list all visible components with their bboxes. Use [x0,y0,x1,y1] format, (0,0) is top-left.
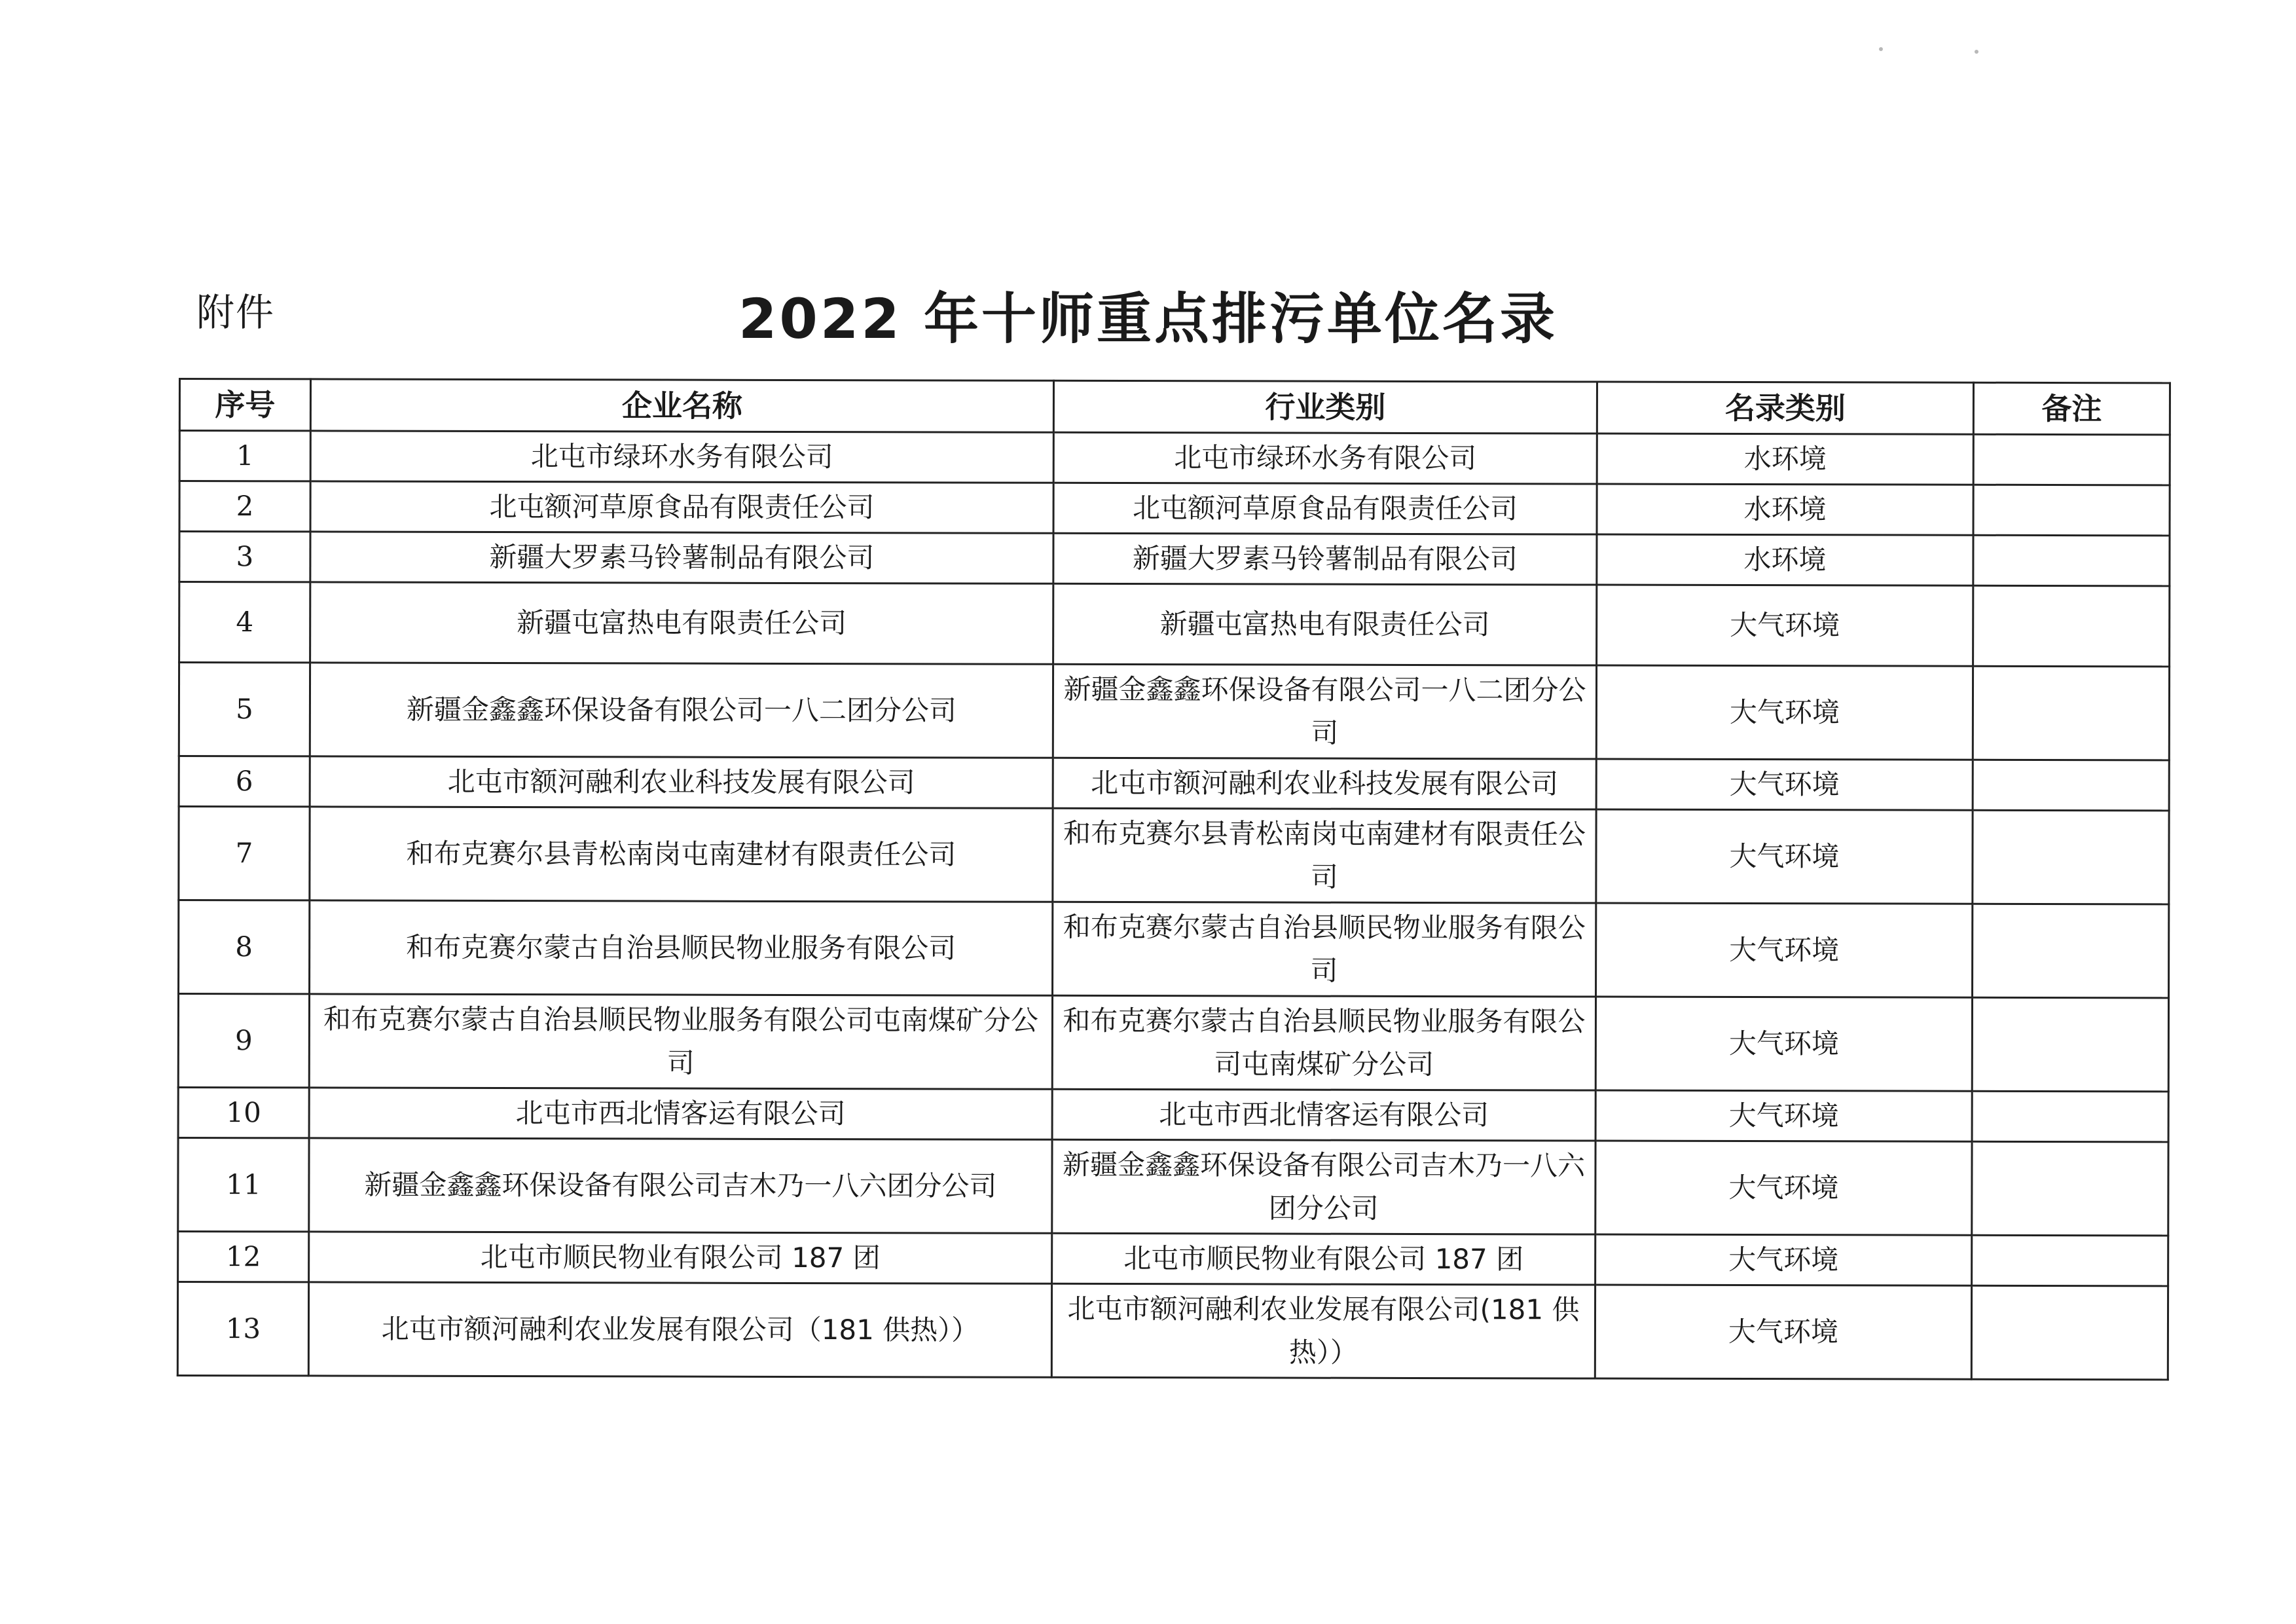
row-company-name: 北屯市额河融利农业发展有限公司（181 供热）） [308,1282,1051,1377]
row-industry: 北屯市顺民物业有限公司 187 团 [1052,1233,1595,1285]
row-category: 大气环境 [1595,1285,1971,1379]
row-remarks [1972,997,2168,1092]
scan-speck [1975,50,1978,54]
header-company-name: 企业名称 [310,379,1053,432]
row-serial: 11 [178,1138,309,1232]
row-category: 大气环境 [1597,585,1973,666]
row-category: 水环境 [1597,484,1973,535]
row-category: 水环境 [1597,534,1973,585]
row-remarks [1973,904,2169,998]
row-serial: 10 [178,1088,309,1138]
row-company-name: 北屯市额河融利农业科技发展有限公司 [310,756,1053,808]
row-remarks [1972,1235,2168,1286]
table-row [178,1138,2168,1236]
row-category: 大气环境 [1596,903,1973,997]
row-remarks [1973,535,2170,586]
row-company-name: 和布克赛尔蒙古自治县顺民物业服务有限公司屯南煤矿分公司 [309,994,1052,1089]
row-category: 大气环境 [1596,809,1973,904]
row-industry: 新疆金鑫鑫环保设备有限公司吉木乃一八六团分公司 [1052,1139,1595,1234]
row-company-name: 新疆金鑫鑫环保设备有限公司吉木乃一八六团分公司 [309,1138,1052,1233]
row-company-name: 新疆大罗素马铃薯制品有限公司 [310,532,1053,583]
row-remarks [1972,1141,2168,1236]
row-company-name: 新疆屯富热电有限责任公司 [310,582,1053,664]
table-row [179,481,2170,536]
header-industry: 行业类别 [1053,380,1597,434]
header-remarks: 备注 [1973,382,2170,435]
table-row [178,1088,2168,1142]
row-serial: 1 [179,431,310,481]
row-serial: 4 [179,582,310,663]
row-industry: 新疆金鑫鑫环保设备有限公司一八二团分公司 [1053,664,1596,759]
row-company-name: 北屯市顺民物业有限公司 187 团 [309,1232,1052,1283]
header-list-category: 名录类别 [1597,382,1973,434]
row-company-name: 北屯市绿环水务有限公司 [310,431,1053,483]
row-remarks [1973,585,2170,667]
pollutant-unit-table [177,378,2171,1380]
row-remarks [1973,434,2170,485]
table-row [178,1232,2168,1286]
table-row [179,532,2170,586]
row-industry: 北屯市绿环水务有限公司 [1053,432,1597,484]
row-company-name: 北屯市西北情客运有限公司 [309,1088,1052,1139]
table-row [179,756,2169,811]
row-category: 大气环境 [1595,997,1972,1091]
row-remarks [1972,1091,2168,1142]
row-serial: 13 [177,1282,308,1376]
document-title: 2022 年十师重点排污单位名录 [738,287,1558,351]
row-category: 大气环境 [1596,665,1973,760]
row-category: 大气环境 [1595,1090,1972,1141]
row-serial: 9 [178,994,309,1088]
attachment-label: 附件 [196,290,276,335]
row-category: 水环境 [1597,434,1973,485]
row-industry: 新疆屯富热电有限责任公司 [1053,583,1597,665]
row-serial: 12 [178,1232,309,1282]
row-company-name: 和布克赛尔县青松南岗屯南建材有限责任公司 [310,807,1053,902]
row-industry: 北屯额河草原食品有限责任公司 [1053,483,1597,534]
row-industry: 和布克赛尔县青松南岗屯南建材有限责任公司 [1053,808,1596,903]
table-row [179,431,2170,485]
row-industry: 新疆大罗素马铃薯制品有限公司 [1053,533,1597,585]
row-remarks [1971,1285,2168,1380]
row-industry: 和布克赛尔蒙古自治县顺民物业服务有限公司屯南煤矿分公司 [1052,995,1595,1090]
row-remarks [1973,485,2170,536]
table-row [179,663,2169,760]
row-category: 大气环境 [1596,759,1973,810]
row-industry: 北屯市额河融利农业科技发展有限公司 [1053,758,1596,809]
row-remarks [1973,810,2169,904]
row-category: 大气环境 [1595,1234,1972,1285]
row-company-name: 新疆金鑫鑫环保设备有限公司一八二团分公司 [310,663,1053,758]
scan-speck [1879,47,1883,51]
table-row [179,807,2169,904]
table-row [179,582,2170,667]
row-company-name: 和布克赛尔蒙古自治县顺民物业服务有限公司 [310,900,1053,995]
table-row [179,900,2169,998]
row-industry: 北屯市西北情客运有限公司 [1052,1089,1595,1141]
row-serial: 2 [179,481,310,532]
row-industry: 和布克赛尔蒙古自治县顺民物业服务有限公司 [1053,902,1596,997]
row-serial: 6 [179,756,310,807]
row-category: 大气环境 [1595,1141,1972,1235]
row-remarks [1973,666,2169,760]
table-row [177,1282,2168,1380]
header-serial: 序号 [179,379,310,431]
row-serial: 5 [179,663,310,756]
row-serial: 8 [179,900,310,994]
table-header-row [179,379,2170,435]
row-company-name: 北屯额河草原食品有限责任公司 [310,481,1053,533]
table-row [178,994,2168,1092]
row-remarks [1973,760,2169,811]
row-serial: 3 [179,532,310,582]
row-industry: 北屯市额河融利农业发展有限公司(181 供热）） [1051,1283,1595,1378]
row-serial: 7 [179,807,310,900]
